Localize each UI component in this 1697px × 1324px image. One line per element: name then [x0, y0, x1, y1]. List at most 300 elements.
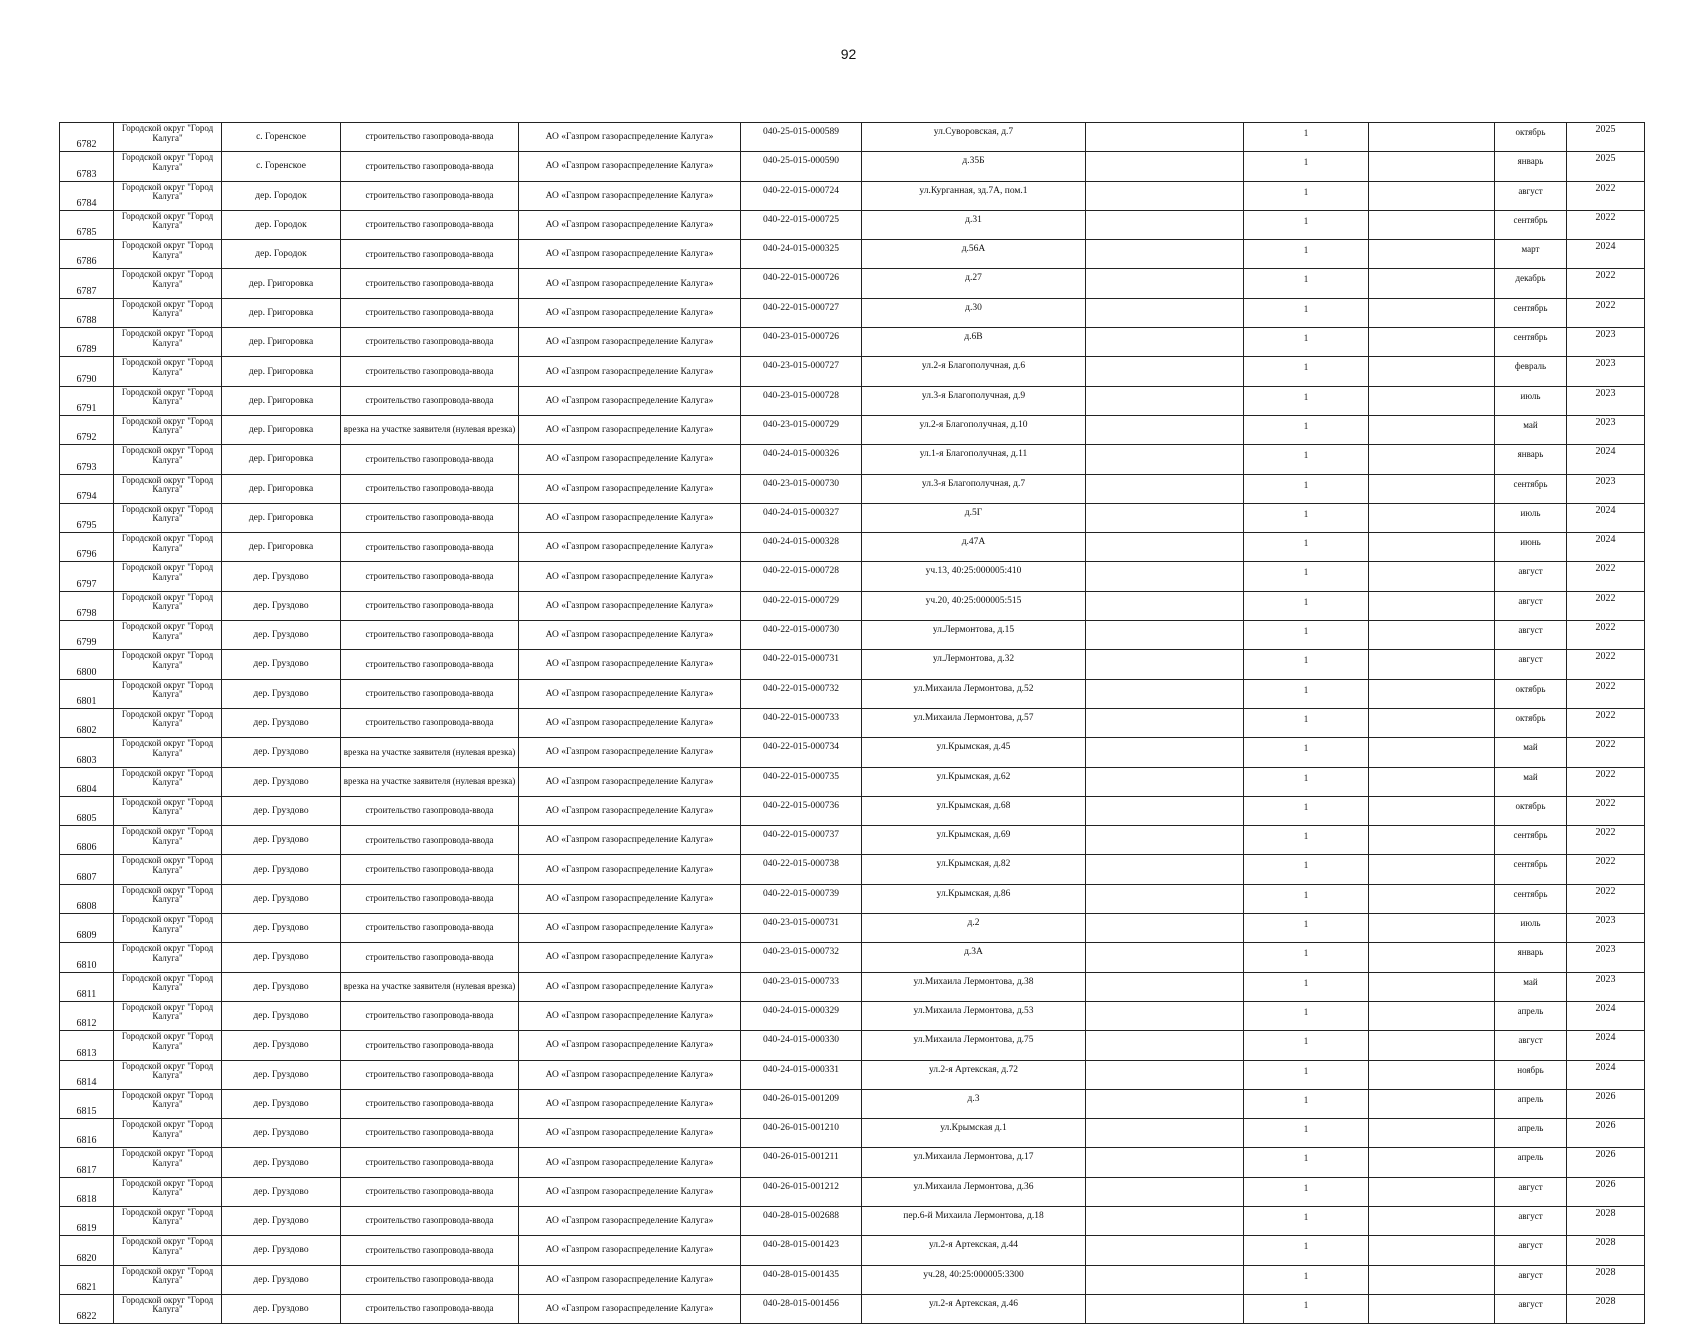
address-cell: ул.3-я Благополучная, д.7: [862, 474, 1086, 503]
work-type-cell: строительство газопровода-ввода: [341, 679, 519, 708]
empty-cell: [1086, 240, 1244, 269]
district-cell: Городской округ "Город Калуга": [114, 562, 222, 591]
table-row: [60, 1060, 1645, 1089]
row-number-cell: 6783: [60, 152, 114, 181]
table-row: [60, 591, 1645, 620]
locality-cell: дер. Городок: [222, 181, 341, 210]
gas-works-table: [59, 122, 1645, 1324]
table-row: [60, 650, 1645, 679]
empty-cell: [1369, 796, 1495, 825]
table-row: [60, 210, 1645, 239]
empty-cell: [1369, 1001, 1495, 1030]
empty-cell: [1369, 181, 1495, 210]
empty-cell: [1369, 386, 1495, 415]
address-cell: ул.Михаила Лермонтова, д.53: [862, 1001, 1086, 1030]
month-cell: сентябрь: [1495, 884, 1567, 913]
count-cell: 1: [1244, 533, 1369, 562]
organization-cell: АО «Газпром газораспределение Калуга»: [519, 1001, 741, 1030]
table-row: [60, 1236, 1645, 1265]
table-row: [60, 298, 1645, 327]
address-cell: ул.Крымская, д.82: [862, 855, 1086, 884]
year-cell: 2022: [1567, 679, 1645, 708]
empty-cell: [1086, 298, 1244, 327]
organization-cell: АО «Газпром газораспределение Калуга»: [519, 826, 741, 855]
month-cell: апрель: [1495, 1119, 1567, 1148]
table-row: [60, 1265, 1645, 1294]
work-type-cell: строительство газопровода-ввода: [341, 474, 519, 503]
empty-cell: [1086, 445, 1244, 474]
empty-cell: [1369, 474, 1495, 503]
table-row: [60, 1294, 1645, 1323]
month-cell: август: [1495, 621, 1567, 650]
empty-cell: [1369, 972, 1495, 1001]
empty-cell: [1369, 1206, 1495, 1235]
empty-cell: [1086, 943, 1244, 972]
table-row: [60, 533, 1645, 562]
organization-cell: АО «Газпром газораспределение Калуга»: [519, 269, 741, 298]
locality-cell: дер. Григоровка: [222, 445, 341, 474]
year-cell: 2023: [1567, 415, 1645, 444]
count-cell: 1: [1244, 181, 1369, 210]
object-code-cell: 040-22-015-000724: [741, 181, 862, 210]
year-cell: 2023: [1567, 914, 1645, 943]
address-cell: д.5Г: [862, 503, 1086, 532]
row-number-cell: 6782: [60, 123, 114, 152]
address-cell: ул.1-я Благополучная, д.11: [862, 445, 1086, 474]
work-type-cell: строительство газопровода-ввода: [341, 884, 519, 913]
district-cell: Городской округ "Город Калуга": [114, 826, 222, 855]
year-cell: 2026: [1567, 1119, 1645, 1148]
empty-cell: [1086, 1060, 1244, 1089]
object-code-cell: 040-28-015-001423: [741, 1236, 862, 1265]
year-cell: 2023: [1567, 357, 1645, 386]
address-cell: д.35Б: [862, 152, 1086, 181]
year-cell: 2028: [1567, 1265, 1645, 1294]
empty-cell: [1369, 826, 1495, 855]
month-cell: август: [1495, 1206, 1567, 1235]
work-type-cell: строительство газопровода-ввода: [341, 1119, 519, 1148]
year-cell: 2023: [1567, 386, 1645, 415]
row-number-cell: 6809: [60, 914, 114, 943]
month-cell: июль: [1495, 914, 1567, 943]
empty-cell: [1369, 650, 1495, 679]
address-cell: ул.Крымская, д.45: [862, 738, 1086, 767]
organization-cell: АО «Газпром газораспределение Калуга»: [519, 1089, 741, 1118]
district-cell: Городской округ "Город Калуга": [114, 1119, 222, 1148]
district-cell: Городской округ "Город Калуга": [114, 386, 222, 415]
object-code-cell: 040-24-015-000329: [741, 1001, 862, 1030]
empty-cell: [1086, 474, 1244, 503]
locality-cell: дер. Груздово: [222, 738, 341, 767]
empty-cell: [1086, 679, 1244, 708]
month-cell: сентябрь: [1495, 855, 1567, 884]
empty-cell: [1086, 123, 1244, 152]
object-code-cell: 040-22-015-000735: [741, 767, 862, 796]
empty-cell: [1086, 1294, 1244, 1323]
empty-cell: [1369, 269, 1495, 298]
object-code-cell: 040-28-015-001435: [741, 1265, 862, 1294]
row-number-cell: 6820: [60, 1236, 114, 1265]
year-cell: 2025: [1567, 123, 1645, 152]
district-cell: Городской округ "Город Калуга": [114, 533, 222, 562]
object-code-cell: 040-26-015-001211: [741, 1148, 862, 1177]
locality-cell: дер. Груздово: [222, 1001, 341, 1030]
empty-cell: [1086, 210, 1244, 239]
address-cell: д.31: [862, 210, 1086, 239]
address-cell: уч.20, 40:25:000005:515: [862, 591, 1086, 620]
empty-cell: [1086, 1236, 1244, 1265]
empty-cell: [1086, 591, 1244, 620]
count-cell: 1: [1244, 210, 1369, 239]
work-type-cell: строительство газопровода-ввода: [341, 621, 519, 650]
row-number-cell: 6798: [60, 591, 114, 620]
district-cell: Городской округ "Город Калуга": [114, 943, 222, 972]
year-cell: 2022: [1567, 210, 1645, 239]
empty-cell: [1369, 533, 1495, 562]
locality-cell: дер. Груздово: [222, 767, 341, 796]
empty-cell: [1369, 152, 1495, 181]
table-row: [60, 181, 1645, 210]
month-cell: сентябрь: [1495, 328, 1567, 357]
year-cell: 2025: [1567, 152, 1645, 181]
year-cell: 2023: [1567, 972, 1645, 1001]
table-row: [60, 972, 1645, 1001]
locality-cell: дер. Григоровка: [222, 386, 341, 415]
year-cell: 2022: [1567, 562, 1645, 591]
row-number-cell: 6816: [60, 1119, 114, 1148]
year-cell: 2024: [1567, 1060, 1645, 1089]
year-cell: 2028: [1567, 1206, 1645, 1235]
row-number-cell: 6802: [60, 708, 114, 737]
row-number-cell: 6822: [60, 1294, 114, 1323]
work-type-cell: строительство газопровода-ввода: [341, 1060, 519, 1089]
object-code-cell: 040-24-015-000330: [741, 1031, 862, 1060]
empty-cell: [1086, 855, 1244, 884]
empty-cell: [1369, 1265, 1495, 1294]
object-code-cell: 040-24-015-000327: [741, 503, 862, 532]
row-number-cell: 6787: [60, 269, 114, 298]
organization-cell: АО «Газпром газораспределение Калуга»: [519, 621, 741, 650]
month-cell: апрель: [1495, 1148, 1567, 1177]
count-cell: 1: [1244, 1294, 1369, 1323]
object-code-cell: 040-22-015-000732: [741, 679, 862, 708]
count-cell: 1: [1244, 415, 1369, 444]
count-cell: 1: [1244, 1265, 1369, 1294]
work-type-cell: строительство газопровода-ввода: [341, 562, 519, 591]
district-cell: Городской округ "Город Калуга": [114, 1148, 222, 1177]
empty-cell: [1369, 855, 1495, 884]
year-cell: 2023: [1567, 943, 1645, 972]
work-type-cell: строительство газопровода-ввода: [341, 240, 519, 269]
row-number-cell: 6803: [60, 738, 114, 767]
table-row: [60, 1148, 1645, 1177]
organization-cell: АО «Газпром газораспределение Калуга»: [519, 181, 741, 210]
row-number-cell: 6789: [60, 328, 114, 357]
table-row: [60, 1119, 1645, 1148]
table-row: [60, 621, 1645, 650]
table-row: [60, 884, 1645, 913]
row-number-cell: 6793: [60, 445, 114, 474]
row-number-cell: 6819: [60, 1206, 114, 1235]
count-cell: 1: [1244, 708, 1369, 737]
object-code-cell: 040-23-015-000728: [741, 386, 862, 415]
month-cell: август: [1495, 562, 1567, 591]
district-cell: Городской округ "Город Калуга": [114, 738, 222, 767]
empty-cell: [1369, 1060, 1495, 1089]
organization-cell: АО «Газпром газораспределение Калуга»: [519, 1236, 741, 1265]
object-code-cell: 040-22-015-000734: [741, 738, 862, 767]
work-type-cell: строительство газопровода-ввода: [341, 181, 519, 210]
locality-cell: дер. Груздово: [222, 796, 341, 825]
row-number-cell: 6818: [60, 1177, 114, 1206]
district-cell: Городской округ "Город Калуга": [114, 884, 222, 913]
empty-cell: [1369, 1089, 1495, 1118]
empty-cell: [1369, 415, 1495, 444]
empty-cell: [1369, 591, 1495, 620]
table-row: [60, 1001, 1645, 1030]
locality-cell: дер. Груздово: [222, 1119, 341, 1148]
object-code-cell: 040-23-015-000731: [741, 914, 862, 943]
organization-cell: АО «Газпром газораспределение Калуга»: [519, 1294, 741, 1323]
table-body: [60, 123, 1645, 1324]
empty-cell: [1086, 826, 1244, 855]
object-code-cell: 040-25-015-000589: [741, 123, 862, 152]
address-cell: ул.Курганная, зд.7А, пом.1: [862, 181, 1086, 210]
locality-cell: дер. Груздово: [222, 621, 341, 650]
locality-cell: дер. Груздово: [222, 1206, 341, 1235]
locality-cell: дер. Груздово: [222, 1031, 341, 1060]
organization-cell: АО «Газпром газораспределение Калуга»: [519, 738, 741, 767]
work-type-cell: строительство газопровода-ввода: [341, 298, 519, 327]
organization-cell: АО «Газпром газораспределение Калуга»: [519, 679, 741, 708]
row-number-cell: 6800: [60, 650, 114, 679]
address-cell: ул.2-я Артекская, д.72: [862, 1060, 1086, 1089]
empty-cell: [1086, 562, 1244, 591]
address-cell: д.47А: [862, 533, 1086, 562]
work-type-cell: строительство газопровода-ввода: [341, 1177, 519, 1206]
work-type-cell: строительство газопровода-ввода: [341, 533, 519, 562]
row-number-cell: 6799: [60, 621, 114, 650]
page-number: 92: [840, 46, 857, 62]
empty-cell: [1086, 884, 1244, 913]
year-cell: 2024: [1567, 1001, 1645, 1030]
organization-cell: АО «Газпром газораспределение Калуга»: [519, 328, 741, 357]
organization-cell: АО «Газпром газораспределение Калуга»: [519, 562, 741, 591]
empty-cell: [1369, 708, 1495, 737]
empty-cell: [1086, 1119, 1244, 1148]
month-cell: октябрь: [1495, 796, 1567, 825]
table-row: [60, 152, 1645, 181]
empty-cell: [1369, 1148, 1495, 1177]
year-cell: 2026: [1567, 1148, 1645, 1177]
organization-cell: АО «Газпром газораспределение Калуга»: [519, 796, 741, 825]
object-code-cell: 040-22-015-000729: [741, 591, 862, 620]
month-cell: декабрь: [1495, 269, 1567, 298]
address-cell: д.3А: [862, 943, 1086, 972]
organization-cell: АО «Газпром газораспределение Калуга»: [519, 298, 741, 327]
district-cell: Городской округ "Город Калуга": [114, 1089, 222, 1118]
row-number-cell: 6784: [60, 181, 114, 210]
empty-cell: [1086, 269, 1244, 298]
organization-cell: АО «Газпром газораспределение Калуга»: [519, 884, 741, 913]
row-number-cell: 6788: [60, 298, 114, 327]
locality-cell: дер. Григоровка: [222, 415, 341, 444]
locality-cell: дер. Груздово: [222, 1089, 341, 1118]
locality-cell: дер. Груздово: [222, 855, 341, 884]
count-cell: 1: [1244, 650, 1369, 679]
empty-cell: [1086, 1177, 1244, 1206]
table-row: [60, 445, 1645, 474]
object-code-cell: 040-22-015-000730: [741, 621, 862, 650]
object-code-cell: 040-22-015-000738: [741, 855, 862, 884]
empty-cell: [1086, 1206, 1244, 1235]
empty-cell: [1369, 240, 1495, 269]
count-cell: 1: [1244, 621, 1369, 650]
district-cell: Городской округ "Город Калуга": [114, 972, 222, 1001]
locality-cell: дер. Груздово: [222, 826, 341, 855]
locality-cell: дер. Груздово: [222, 1294, 341, 1323]
table-row: [60, 123, 1645, 152]
object-code-cell: 040-22-015-000731: [741, 650, 862, 679]
row-number-cell: 6815: [60, 1089, 114, 1118]
year-cell: 2024: [1567, 445, 1645, 474]
empty-cell: [1086, 1001, 1244, 1030]
year-cell: 2022: [1567, 708, 1645, 737]
district-cell: Городской округ "Город Калуга": [114, 855, 222, 884]
row-number-cell: 6794: [60, 474, 114, 503]
empty-cell: [1369, 357, 1495, 386]
month-cell: апрель: [1495, 1001, 1567, 1030]
work-type-cell: строительство газопровода-ввода: [341, 445, 519, 474]
table-row: [60, 474, 1645, 503]
year-cell: 2022: [1567, 796, 1645, 825]
work-type-cell: строительство газопровода-ввода: [341, 1206, 519, 1235]
year-cell: 2028: [1567, 1236, 1645, 1265]
month-cell: октябрь: [1495, 679, 1567, 708]
count-cell: 1: [1244, 1148, 1369, 1177]
year-cell: 2024: [1567, 1031, 1645, 1060]
organization-cell: АО «Газпром газораспределение Калуга»: [519, 210, 741, 239]
count-cell: 1: [1244, 855, 1369, 884]
month-cell: май: [1495, 767, 1567, 796]
object-code-cell: 040-23-015-000726: [741, 328, 862, 357]
count-cell: 1: [1244, 826, 1369, 855]
district-cell: Городской округ "Город Калуга": [114, 1001, 222, 1030]
year-cell: 2028: [1567, 1294, 1645, 1323]
month-cell: январь: [1495, 152, 1567, 181]
row-number-cell: 6804: [60, 767, 114, 796]
work-type-cell: строительство газопровода-ввода: [341, 855, 519, 884]
empty-cell: [1369, 914, 1495, 943]
table-row: [60, 1206, 1645, 1235]
month-cell: июль: [1495, 386, 1567, 415]
organization-cell: АО «Газпром газораспределение Калуга»: [519, 474, 741, 503]
object-code-cell: 040-23-015-000730: [741, 474, 862, 503]
year-cell: 2024: [1567, 240, 1645, 269]
work-type-cell: строительство газопровода-ввода: [341, 1294, 519, 1323]
year-cell: 2022: [1567, 181, 1645, 210]
district-cell: Городской округ "Город Калуга": [114, 328, 222, 357]
empty-cell: [1086, 621, 1244, 650]
work-type-cell: врезка на участке заявителя (нулевая врезка): [341, 738, 519, 767]
object-code-cell: 040-26-015-001210: [741, 1119, 862, 1148]
empty-cell: [1369, 621, 1495, 650]
locality-cell: дер. Груздово: [222, 884, 341, 913]
count-cell: 1: [1244, 1060, 1369, 1089]
organization-cell: АО «Газпром газораспределение Калуга»: [519, 503, 741, 532]
district-cell: Городской округ "Город Калуга": [114, 621, 222, 650]
table-row: [60, 1177, 1645, 1206]
year-cell: 2022: [1567, 298, 1645, 327]
organization-cell: АО «Газпром газораспределение Калуга»: [519, 1148, 741, 1177]
count-cell: 1: [1244, 386, 1369, 415]
empty-cell: [1086, 503, 1244, 532]
work-type-cell: строительство газопровода-ввода: [341, 1089, 519, 1118]
row-number-cell: 6792: [60, 415, 114, 444]
table-row: [60, 562, 1645, 591]
count-cell: 1: [1244, 1001, 1369, 1030]
organization-cell: АО «Газпром газораспределение Калуга»: [519, 708, 741, 737]
object-code-cell: 040-22-015-000726: [741, 269, 862, 298]
empty-cell: [1369, 562, 1495, 591]
empty-cell: [1086, 796, 1244, 825]
year-cell: 2022: [1567, 884, 1645, 913]
empty-cell: [1369, 738, 1495, 767]
count-cell: 1: [1244, 503, 1369, 532]
table-row: [60, 738, 1645, 767]
district-cell: Городской округ "Город Калуга": [114, 1206, 222, 1235]
address-cell: ул.Михаила Лермонтова, д.38: [862, 972, 1086, 1001]
address-cell: пер.6-й Михаила Лермонтова, д.18: [862, 1206, 1086, 1235]
count-cell: 1: [1244, 474, 1369, 503]
work-type-cell: строительство газопровода-ввода: [341, 503, 519, 532]
count-cell: 1: [1244, 914, 1369, 943]
month-cell: май: [1495, 738, 1567, 767]
address-cell: ул.Крымская, д.69: [862, 826, 1086, 855]
object-code-cell: 040-22-015-000736: [741, 796, 862, 825]
object-code-cell: 040-24-015-000326: [741, 445, 862, 474]
address-cell: ул.2-я Благополучная, д.6: [862, 357, 1086, 386]
work-type-cell: строительство газопровода-ввода: [341, 357, 519, 386]
count-cell: 1: [1244, 1177, 1369, 1206]
district-cell: Городской округ "Город Калуга": [114, 210, 222, 239]
district-cell: Городской округ "Город Калуга": [114, 474, 222, 503]
year-cell: 2026: [1567, 1177, 1645, 1206]
organization-cell: АО «Газпром газораспределение Калуга»: [519, 591, 741, 620]
count-cell: 1: [1244, 972, 1369, 1001]
address-cell: д.2: [862, 914, 1086, 943]
work-type-cell: строительство газопровода-ввода: [341, 210, 519, 239]
table-row: [60, 679, 1645, 708]
empty-cell: [1369, 1294, 1495, 1323]
month-cell: сентябрь: [1495, 298, 1567, 327]
object-code-cell: 040-22-015-000727: [741, 298, 862, 327]
locality-cell: дер. Груздово: [222, 972, 341, 1001]
locality-cell: дер. Григоровка: [222, 269, 341, 298]
empty-cell: [1369, 943, 1495, 972]
month-cell: сентябрь: [1495, 210, 1567, 239]
count-cell: 1: [1244, 1031, 1369, 1060]
empty-cell: [1369, 298, 1495, 327]
locality-cell: дер. Григоровка: [222, 503, 341, 532]
month-cell: январь: [1495, 445, 1567, 474]
month-cell: февраль: [1495, 357, 1567, 386]
organization-cell: АО «Газпром газораспределение Калуга»: [519, 943, 741, 972]
work-type-cell: врезка на участке заявителя (нулевая врезка): [341, 415, 519, 444]
work-type-cell: строительство газопровода-ввода: [341, 1148, 519, 1177]
locality-cell: дер. Груздово: [222, 591, 341, 620]
row-number-cell: 6810: [60, 943, 114, 972]
